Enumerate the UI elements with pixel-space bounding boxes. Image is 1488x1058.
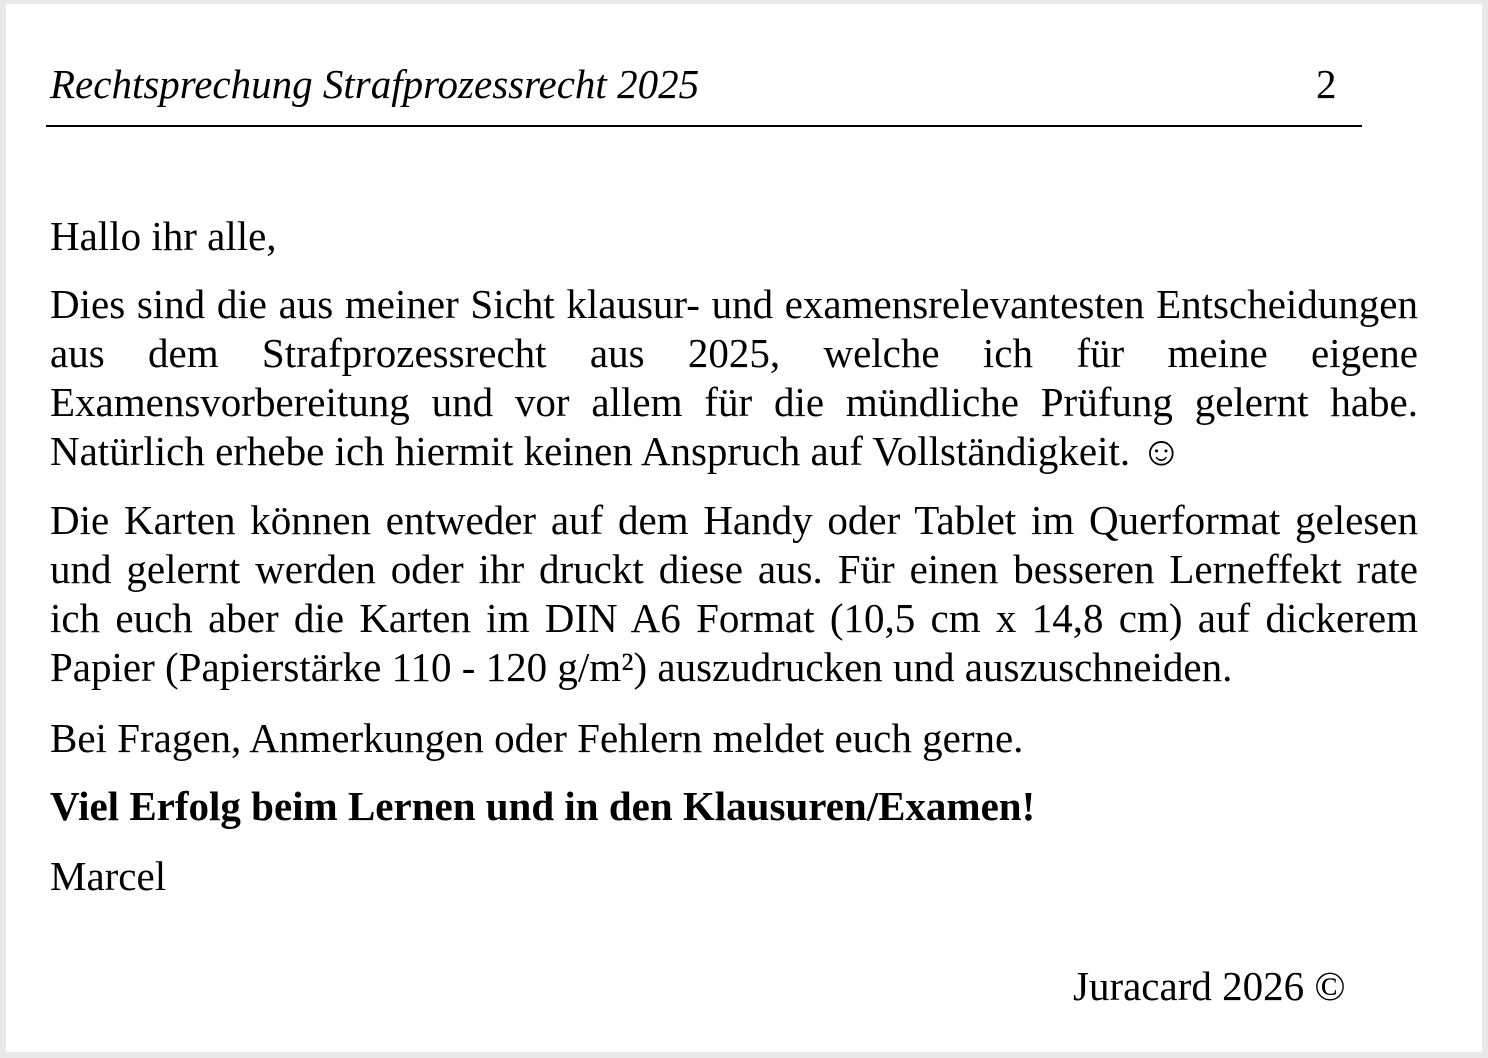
greeting: Hallo ihr alle,: [50, 213, 277, 259]
page-number: 2: [1316, 61, 1337, 107]
contact-paragraph: Bei Fragen, Anmerkungen oder Fehlern meldet euch gerne.: [50, 715, 1024, 761]
header-divider: [46, 125, 1362, 127]
closing-line: Viel Erfolg beim Lernen und in den Klausuren/Examen!: [50, 783, 1036, 829]
intro-paragraph: Dies sind die aus meiner Sicht klausur- und examensrelevantesten Entscheidungen aus dem Strafprozessrecht aus 2025, welche ich für meine eigene Examensvorbereitung und vor allem für die mündliche Prüfung gelernt habe. Natürlich erhebe ich hiermit keinen Anspruch auf Vollständigkeit. ☺: [50, 281, 1418, 474]
header-title: Rechtsprechung Strafprozessrecht 2025: [50, 61, 700, 107]
usage-paragraph: Die Karten können entweder auf dem Handy oder Tablet im Querformat gelesen und gelernt werden oder ihr druckt diese aus. Für einen besseren Lerneffekt rate ich euch aber die Karten im DIN A6 Format (10,5 cm x 14,8 cm) auf dickerem Papier (Papierstärke 110 - 120 g/m²) auszudrucken und auszuschneiden.: [50, 497, 1418, 690]
document-page: [6, 4, 1482, 1052]
footer-copyright: Juracard 2026 ©: [1073, 963, 1346, 1009]
signature: Marcel: [50, 853, 167, 899]
